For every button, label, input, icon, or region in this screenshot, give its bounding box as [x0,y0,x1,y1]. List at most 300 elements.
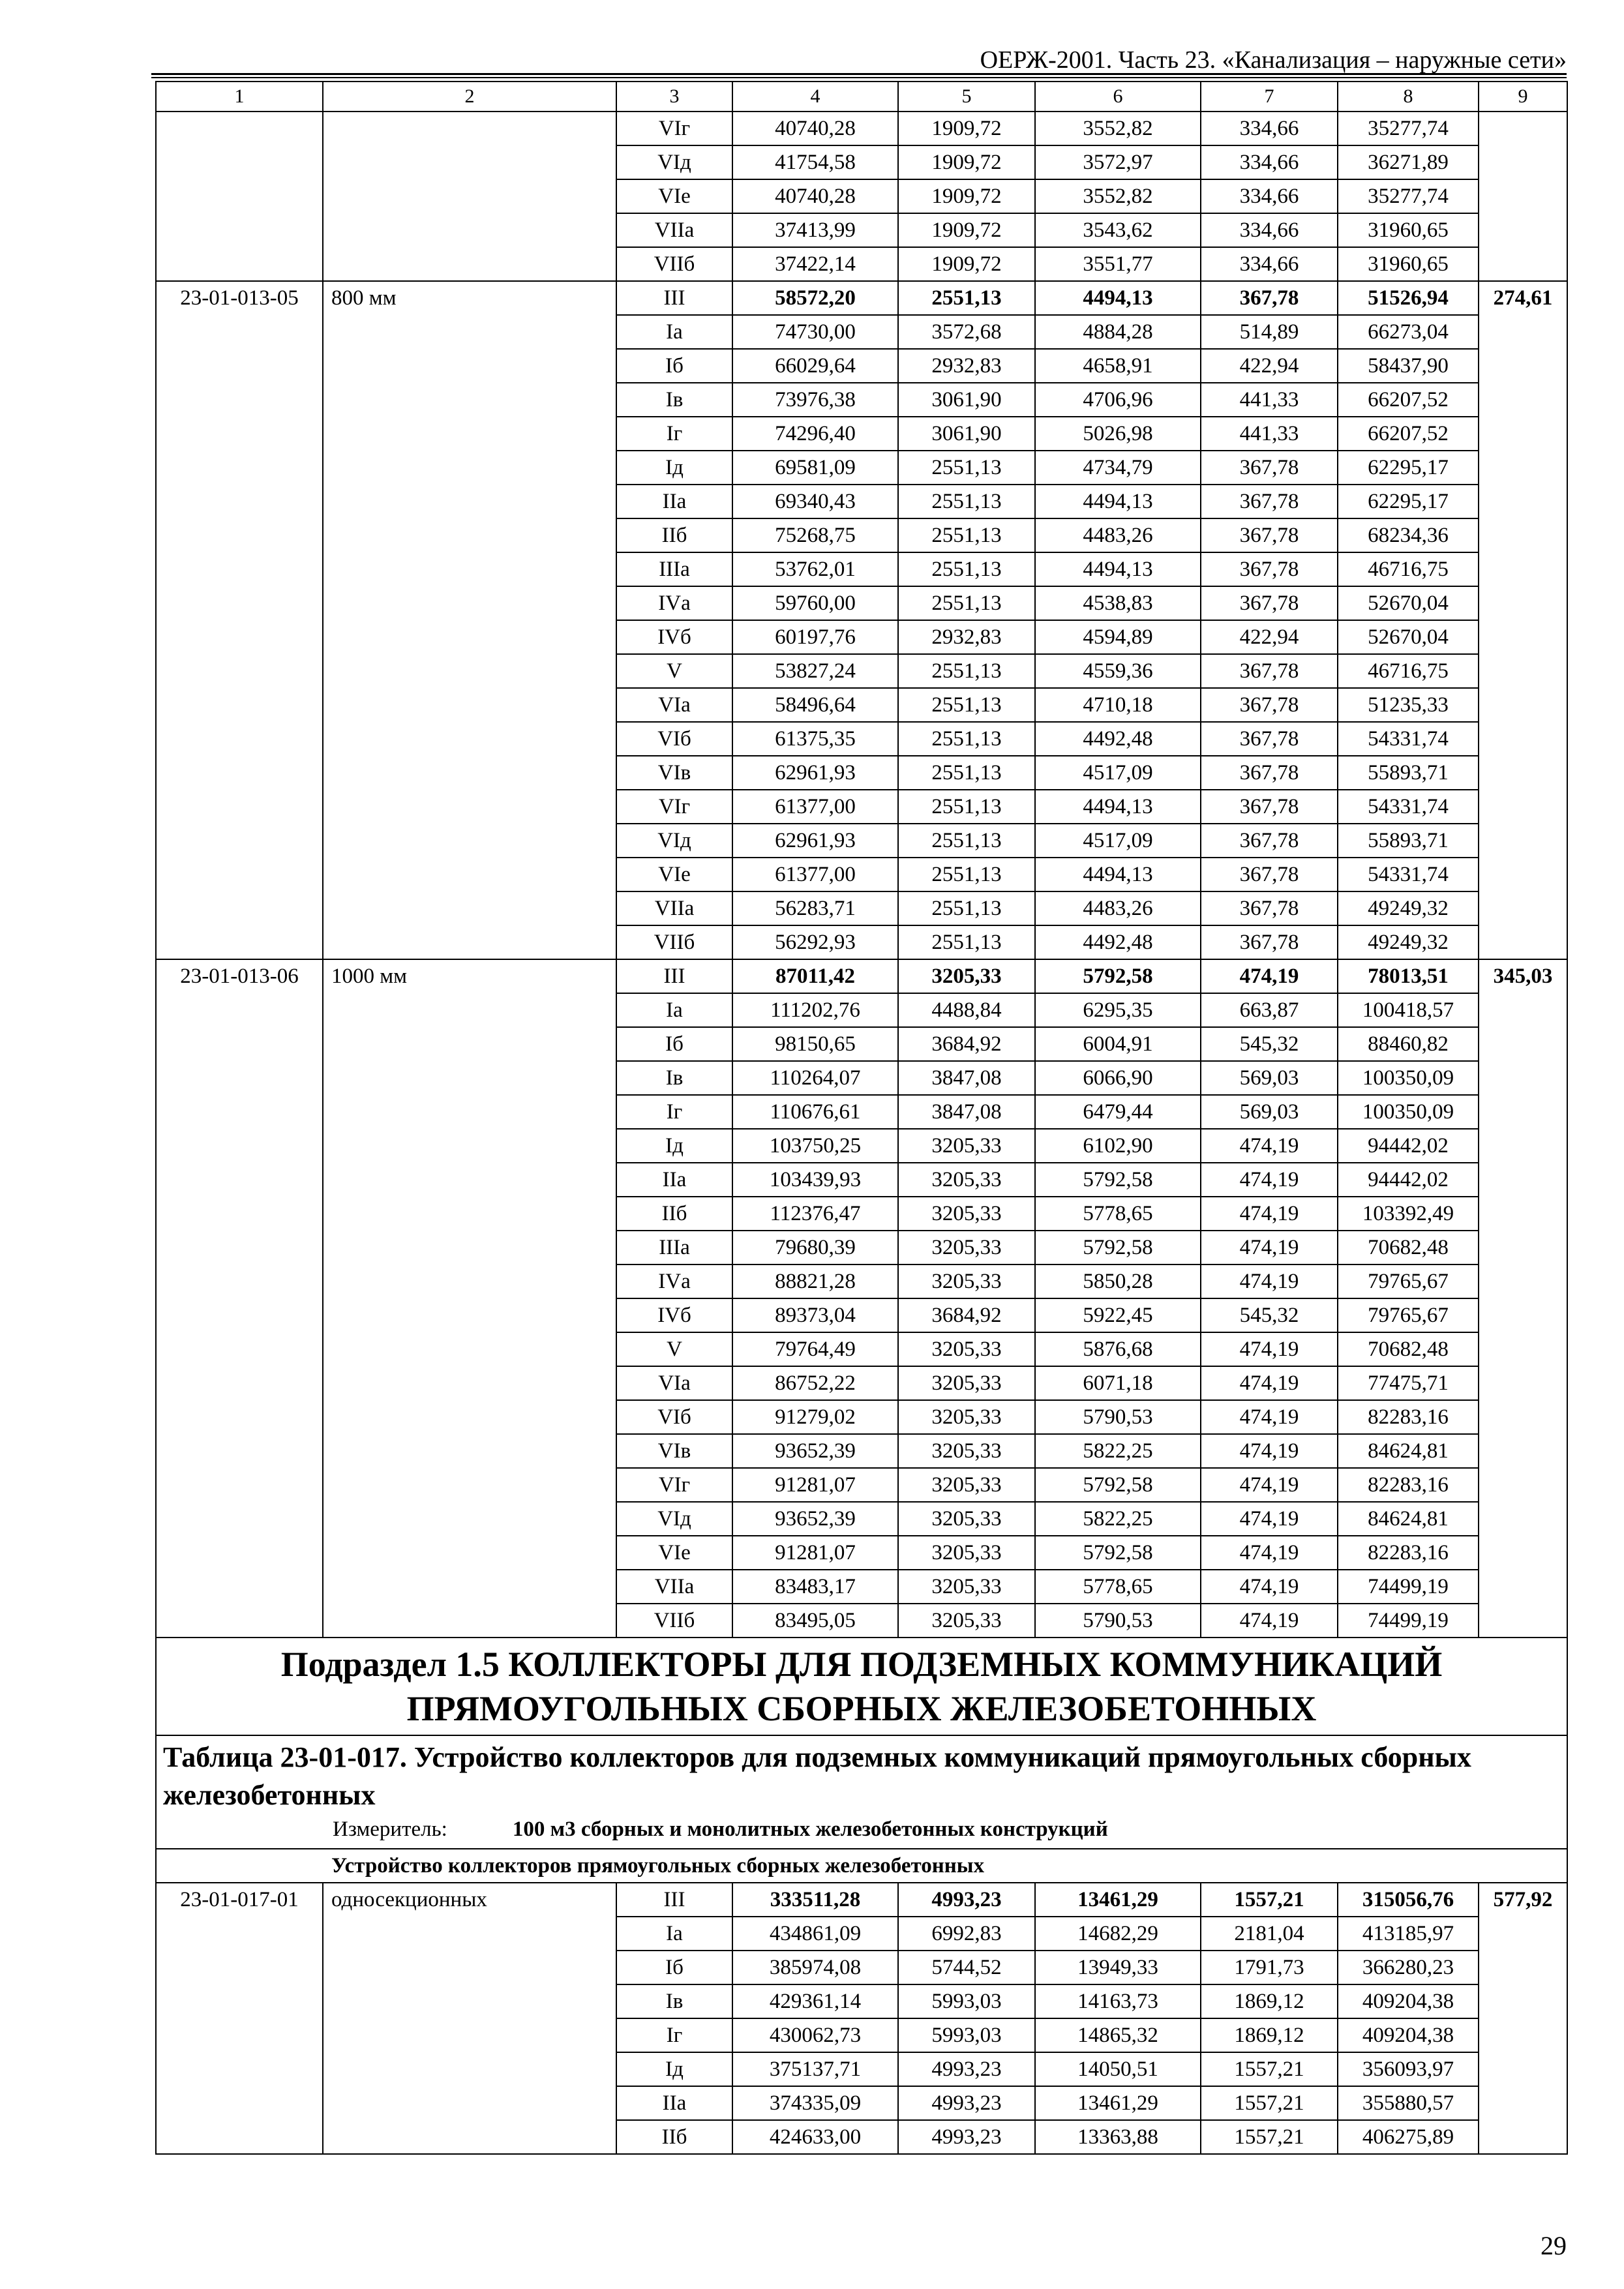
value-cell: 77475,71 [1338,1366,1479,1400]
zone-cell: VIг [616,112,732,145]
value-cell: 100418,57 [1338,993,1479,1027]
value-cell: 424633,00 [732,2120,898,2154]
value-cell: 474,19 [1201,1502,1338,1536]
zone-cell: VIе [616,179,732,213]
value-cell: 3847,08 [898,1095,1035,1129]
value-cell: 2181,04 [1201,1917,1338,1951]
value-cell: 3061,90 [898,417,1035,451]
rates-table-body [156,82,1567,2154]
zone-cell: IVа [616,586,732,620]
value-cell: 6102,90 [1035,1129,1201,1163]
zone-cell: VIд [616,824,732,858]
value-cell: 62295,17 [1338,451,1479,485]
value-cell: 54331,74 [1338,790,1479,824]
value-cell: 1909,72 [898,145,1035,179]
value-cell: 79765,67 [1338,1298,1479,1332]
zone-cell: VIе [616,1536,732,1570]
value-cell: 4538,83 [1035,586,1201,620]
value-cell: 422,94 [1201,620,1338,654]
value-cell: 58437,90 [1338,349,1479,383]
value-cell: 74499,19 [1338,1604,1479,1638]
value-cell: 37413,99 [732,213,898,247]
value-cell: 79680,39 [732,1231,898,1264]
value-cell: 4734,79 [1035,451,1201,485]
rate-name: односекционных [323,1883,616,2154]
value-cell: 14163,73 [1035,1984,1201,2018]
value-cell: 100350,09 [1338,1095,1479,1129]
zone-cell: VIIа [616,213,732,247]
value-cell: 474,19 [1201,1197,1338,1231]
value-cell: 3572,68 [898,315,1035,349]
rate-code: 23-01-017-01 [156,1883,323,2154]
value-cell: 2551,13 [898,485,1035,518]
zone-cell: Iа [616,315,732,349]
value-cell: 54331,74 [1338,722,1479,756]
subsection-line: ПРЯМОУГОЛЬНЫХ СБОРНЫХ ЖЕЛЕЗОБЕТОННЫХ [406,1689,1317,1728]
value-cell: 13363,88 [1035,2120,1201,2154]
zone-cell: III [616,1883,732,1917]
value-cell: 3551,77 [1035,247,1201,281]
value-cell: 35277,74 [1338,112,1479,145]
value-cell: 111202,76 [732,993,898,1027]
zone-cell: IIб [616,518,732,552]
value-cell: 1791,73 [1201,1951,1338,1984]
rates-table [155,81,1568,2155]
value-cell: 66273,04 [1338,315,1479,349]
zone-cell: VIг [616,790,732,824]
zone-cell: III [616,959,732,993]
value-cell: 58496,64 [732,688,898,722]
column-numbers-row [156,82,1567,112]
value-cell: 545,32 [1201,1027,1338,1061]
value-cell: 3205,33 [898,1129,1035,1163]
value-cell: 87011,42 [732,959,898,993]
group-line-row [156,1849,1567,1883]
value-cell: 59760,00 [732,586,898,620]
value-cell: 429361,14 [732,1984,898,2018]
value-cell: 413185,97 [1338,1917,1479,1951]
value-cell: 4517,09 [1035,824,1201,858]
value-cell: 2551,13 [898,451,1035,485]
rate-name: 800 мм [323,281,616,959]
value-cell: 98150,65 [732,1027,898,1061]
header-rule [151,77,1567,78]
labor-cell: 345,03 [1479,959,1567,1638]
value-cell: 3572,97 [1035,145,1201,179]
zone-cell: IIа [616,485,732,518]
value-cell: 3205,33 [898,959,1035,993]
table-row [156,1883,1567,1917]
value-cell: 5744,52 [898,1951,1035,1984]
value-cell: 62961,93 [732,756,898,790]
table-row [156,959,1567,993]
value-cell: 4494,13 [1035,281,1201,315]
value-cell: 5792,58 [1035,1536,1201,1570]
value-cell: 4494,13 [1035,552,1201,586]
value-cell: 3684,92 [898,1027,1035,1061]
value-cell: 3061,90 [898,383,1035,417]
value-cell: 41754,58 [732,145,898,179]
value-cell: 366280,23 [1338,1951,1479,1984]
zone-cell: IIа [616,2086,732,2120]
value-cell: 367,78 [1201,451,1338,485]
value-cell: 82283,16 [1338,1468,1479,1502]
value-cell: 441,33 [1201,417,1338,451]
meter-label: Измеритель: [333,1818,447,1841]
subsection-heading [156,1638,1567,1735]
value-cell: 1557,21 [1201,1883,1338,1917]
value-cell: 3205,33 [898,1604,1035,1638]
table-row [156,112,1567,145]
zone-cell: VIе [616,858,732,891]
value-cell: 422,94 [1201,349,1338,383]
zone-cell: IIб [616,2120,732,2154]
running-header: ОЕРЖ-2001. Часть 23. «Канализация – наружные сети» [980,46,1567,74]
value-cell: 5792,58 [1035,1468,1201,1502]
value-cell: 367,78 [1201,552,1338,586]
value-cell: 53827,24 [732,654,898,688]
value-cell: 4594,89 [1035,620,1201,654]
value-cell: 409204,38 [1338,1984,1479,2018]
labor-cell: 274,61 [1479,281,1567,959]
column-number: 7 [1201,82,1338,112]
value-cell: 569,03 [1201,1095,1338,1129]
column-number: 6 [1035,82,1201,112]
meter-row [163,1814,1560,1844]
value-cell: 3205,33 [898,1197,1035,1231]
value-cell: 91281,07 [732,1468,898,1502]
value-cell: 474,19 [1201,1332,1338,1366]
zone-cell: IVб [616,620,732,654]
value-cell: 474,19 [1201,1129,1338,1163]
zone-cell: IVб [616,1298,732,1332]
value-cell: 60197,76 [732,620,898,654]
value-cell: 68234,36 [1338,518,1479,552]
value-cell: 103439,93 [732,1163,898,1197]
group-line: Устройство коллекторов прямоугольных сборных железобетонных [156,1849,1567,1883]
value-cell: 55893,71 [1338,824,1479,858]
value-cell: 86752,22 [732,1366,898,1400]
value-cell: 89373,04 [732,1298,898,1332]
value-cell: 367,78 [1201,756,1338,790]
value-cell: 4494,13 [1035,858,1201,891]
value-cell: 334,66 [1201,179,1338,213]
value-cell: 315056,76 [1338,1883,1479,1917]
value-cell: 51235,33 [1338,688,1479,722]
zone-cell: Iа [616,1917,732,1951]
value-cell: 367,78 [1201,586,1338,620]
value-cell: 367,78 [1201,722,1338,756]
table-title: Таблица 23-01-017. Устройство коллекторов для подземных коммуникаций прямоугольных сборных железобетонных [163,1741,1471,1811]
value-cell: 5792,58 [1035,1163,1201,1197]
value-cell: 83483,17 [732,1570,898,1604]
value-cell: 474,19 [1201,1231,1338,1264]
value-cell: 46716,75 [1338,654,1479,688]
zone-cell: VIв [616,1434,732,1468]
value-cell: 66207,52 [1338,383,1479,417]
value-cell: 40740,28 [732,112,898,145]
value-cell: 61375,35 [732,722,898,756]
value-cell: 367,78 [1201,790,1338,824]
value-cell: 3205,33 [898,1468,1035,1502]
value-cell: 4494,13 [1035,485,1201,518]
value-cell: 6992,83 [898,1917,1035,1951]
value-cell: 367,78 [1201,518,1338,552]
value-cell: 409204,38 [1338,2018,1479,2052]
value-cell: 6479,44 [1035,1095,1201,1129]
value-cell: 14865,32 [1035,2018,1201,2052]
value-cell: 367,78 [1201,858,1338,891]
value-cell: 2551,13 [898,756,1035,790]
value-cell: 55893,71 [1338,756,1479,790]
value-cell: 82283,16 [1338,1400,1479,1434]
value-cell: 84624,81 [1338,1502,1479,1536]
value-cell: 4488,84 [898,993,1035,1027]
value-cell: 2551,13 [898,891,1035,925]
value-cell: 4483,26 [1035,891,1201,925]
value-cell: 474,19 [1201,1604,1338,1638]
zone-cell: Iг [616,1095,732,1129]
value-cell: 2551,13 [898,654,1035,688]
zone-cell: VIб [616,722,732,756]
value-cell: 5822,25 [1035,1502,1201,1536]
value-cell: 3205,33 [898,1502,1035,1536]
value-cell: 31960,65 [1338,247,1479,281]
value-cell: 3205,33 [898,1163,1035,1197]
zone-cell: VIа [616,688,732,722]
column-number: 5 [898,82,1035,112]
value-cell: 3205,33 [898,1434,1035,1468]
table-row [156,281,1567,315]
value-cell: 2551,13 [898,586,1035,620]
value-cell: 3543,62 [1035,213,1201,247]
value-cell: 334,66 [1201,145,1338,179]
value-cell: 4710,18 [1035,688,1201,722]
labor-cell [1479,112,1567,281]
value-cell: 6071,18 [1035,1366,1201,1400]
value-cell: 2551,13 [898,824,1035,858]
zone-cell: Iб [616,1027,732,1061]
column-number: 3 [616,82,732,112]
value-cell: 79765,67 [1338,1264,1479,1298]
value-cell: 14050,51 [1035,2052,1201,2086]
value-cell: 14682,29 [1035,1917,1201,1951]
value-cell: 5876,68 [1035,1332,1201,1366]
value-cell: 94442,02 [1338,1163,1479,1197]
value-cell: 3205,33 [898,1366,1035,1400]
value-cell: 474,19 [1201,1400,1338,1434]
zone-cell: Iд [616,451,732,485]
value-cell: 54331,74 [1338,858,1479,891]
value-cell: 367,78 [1201,891,1338,925]
value-cell: 2551,13 [898,790,1035,824]
value-cell: 66029,64 [732,349,898,383]
value-cell: 62961,93 [732,824,898,858]
value-cell: 5026,98 [1035,417,1201,451]
meter-value: 100 м3 сборных и монолитных железобетонных конструкций [512,1818,1108,1841]
zone-cell: Iг [616,417,732,451]
value-cell: 367,78 [1201,654,1338,688]
value-cell: 4492,48 [1035,925,1201,959]
value-cell: 474,19 [1201,1434,1338,1468]
column-number: 8 [1338,82,1479,112]
value-cell: 374335,09 [732,2086,898,2120]
value-cell: 31960,65 [1338,213,1479,247]
value-cell: 4993,23 [898,2086,1035,2120]
value-cell: 474,19 [1201,1536,1338,1570]
value-cell: 56292,93 [732,925,898,959]
value-cell: 75268,75 [732,518,898,552]
zone-cell: VIIб [616,1604,732,1638]
value-cell: 61377,00 [732,790,898,824]
zone-cell: Iа [616,993,732,1027]
value-cell: 334,66 [1201,247,1338,281]
value-cell: 4483,26 [1035,518,1201,552]
zone-cell: IIIа [616,552,732,586]
value-cell: 3205,33 [898,1570,1035,1604]
value-cell: 93652,39 [732,1434,898,1468]
zone-cell: VIв [616,756,732,790]
value-cell: 2551,13 [898,722,1035,756]
value-cell: 69581,09 [732,451,898,485]
zone-cell: Iб [616,349,732,383]
value-cell: 367,78 [1201,281,1338,315]
value-cell: 70682,48 [1338,1231,1479,1264]
value-cell: 4993,23 [898,1883,1035,1917]
value-cell: 4494,13 [1035,790,1201,824]
value-cell: 91281,07 [732,1536,898,1570]
zone-cell: IIа [616,1163,732,1197]
zone-cell: VIб [616,1400,732,1434]
value-cell: 61377,00 [732,858,898,891]
value-cell: 430062,73 [732,2018,898,2052]
value-cell: 53762,01 [732,552,898,586]
value-cell: 474,19 [1201,1366,1338,1400]
value-cell: 82283,16 [1338,1536,1479,1570]
value-cell: 474,19 [1201,1570,1338,1604]
value-cell: 2551,13 [898,518,1035,552]
value-cell: 83495,05 [732,1604,898,1638]
value-cell: 355880,57 [1338,2086,1479,2120]
value-cell: 1557,21 [1201,2052,1338,2086]
value-cell: 1557,21 [1201,2086,1338,2120]
value-cell: 367,78 [1201,925,1338,959]
value-cell: 4884,28 [1035,315,1201,349]
value-cell: 40740,28 [732,179,898,213]
value-cell: 367,78 [1201,485,1338,518]
zone-cell: Iв [616,1061,732,1095]
value-cell: 3684,92 [898,1298,1035,1332]
rate-name [323,112,616,281]
value-cell: 52670,04 [1338,620,1479,654]
value-cell: 2551,13 [898,552,1035,586]
value-cell: 367,78 [1201,824,1338,858]
zone-cell: IVа [616,1264,732,1298]
zone-cell: VIIа [616,1570,732,1604]
value-cell: 69340,43 [732,485,898,518]
value-cell: 74730,00 [732,315,898,349]
rate-code [156,112,323,281]
zone-cell: VIг [616,1468,732,1502]
subsection-line: Подраздел 1.5 КОЛЛЕКТОРЫ ДЛЯ ПОДЗЕМНЫХ КОММУНИКАЦИЙ [280,1645,1443,1684]
zone-cell: V [616,1332,732,1366]
value-cell: 474,19 [1201,1264,1338,1298]
zone-cell: Iд [616,1129,732,1163]
zone-cell: IIб [616,1197,732,1231]
value-cell: 5778,65 [1035,1570,1201,1604]
value-cell: 49249,32 [1338,891,1479,925]
value-cell: 93652,39 [732,1502,898,1536]
value-cell: 474,19 [1201,959,1338,993]
zone-cell: VIа [616,1366,732,1400]
value-cell: 4993,23 [898,2120,1035,2154]
value-cell: 5792,58 [1035,959,1201,993]
value-cell: 66207,52 [1338,417,1479,451]
value-cell: 100350,09 [1338,1061,1479,1095]
page-number: 29 [1541,2231,1567,2260]
value-cell: 1557,21 [1201,2120,1338,2154]
value-cell: 441,33 [1201,383,1338,417]
value-cell: 334,66 [1201,112,1338,145]
value-cell: 74296,40 [732,417,898,451]
value-cell: 79764,49 [732,1332,898,1366]
value-cell: 406275,89 [1338,2120,1479,2154]
value-cell: 5993,03 [898,2018,1035,2052]
value-cell: 6295,35 [1035,993,1201,1027]
value-cell: 474,19 [1201,1163,1338,1197]
value-cell: 2932,83 [898,349,1035,383]
zone-cell: VIIб [616,247,732,281]
value-cell: 51526,94 [1338,281,1479,315]
value-cell: 1869,12 [1201,2018,1338,2052]
zone-cell: VIIб [616,925,732,959]
value-cell: 4993,23 [898,2052,1035,2086]
value-cell: 70682,48 [1338,1332,1479,1366]
value-cell: 110676,61 [732,1095,898,1129]
value-cell: 1909,72 [898,179,1035,213]
labor-cell: 577,92 [1479,1883,1567,2154]
value-cell: 1909,72 [898,213,1035,247]
value-cell: 5850,28 [1035,1264,1201,1298]
value-cell: 2551,13 [898,858,1035,891]
value-cell: 3847,08 [898,1061,1035,1095]
value-cell: 46716,75 [1338,552,1479,586]
value-cell: 5778,65 [1035,1197,1201,1231]
zone-cell: Iб [616,1951,732,1984]
value-cell: 94442,02 [1338,1129,1479,1163]
value-cell: 58572,20 [732,281,898,315]
value-cell: 110264,07 [732,1061,898,1095]
value-cell: 5993,03 [898,1984,1035,2018]
value-cell: 663,87 [1201,993,1338,1027]
value-cell: 13461,29 [1035,2086,1201,2120]
value-cell: 4559,36 [1035,654,1201,688]
value-cell: 434861,09 [732,1917,898,1951]
value-cell: 2551,13 [898,925,1035,959]
value-cell: 3205,33 [898,1231,1035,1264]
zone-cell: IIIа [616,1231,732,1264]
zone-cell: III [616,281,732,315]
value-cell: 37422,14 [732,247,898,281]
value-cell: 35277,74 [1338,179,1479,213]
value-cell: 6004,91 [1035,1027,1201,1061]
value-cell: 13949,33 [1035,1951,1201,1984]
value-cell: 103392,49 [1338,1197,1479,1231]
zone-cell: V [616,654,732,688]
value-cell: 5822,25 [1035,1434,1201,1468]
value-cell: 84624,81 [1338,1434,1479,1468]
value-cell: 91279,02 [732,1400,898,1434]
